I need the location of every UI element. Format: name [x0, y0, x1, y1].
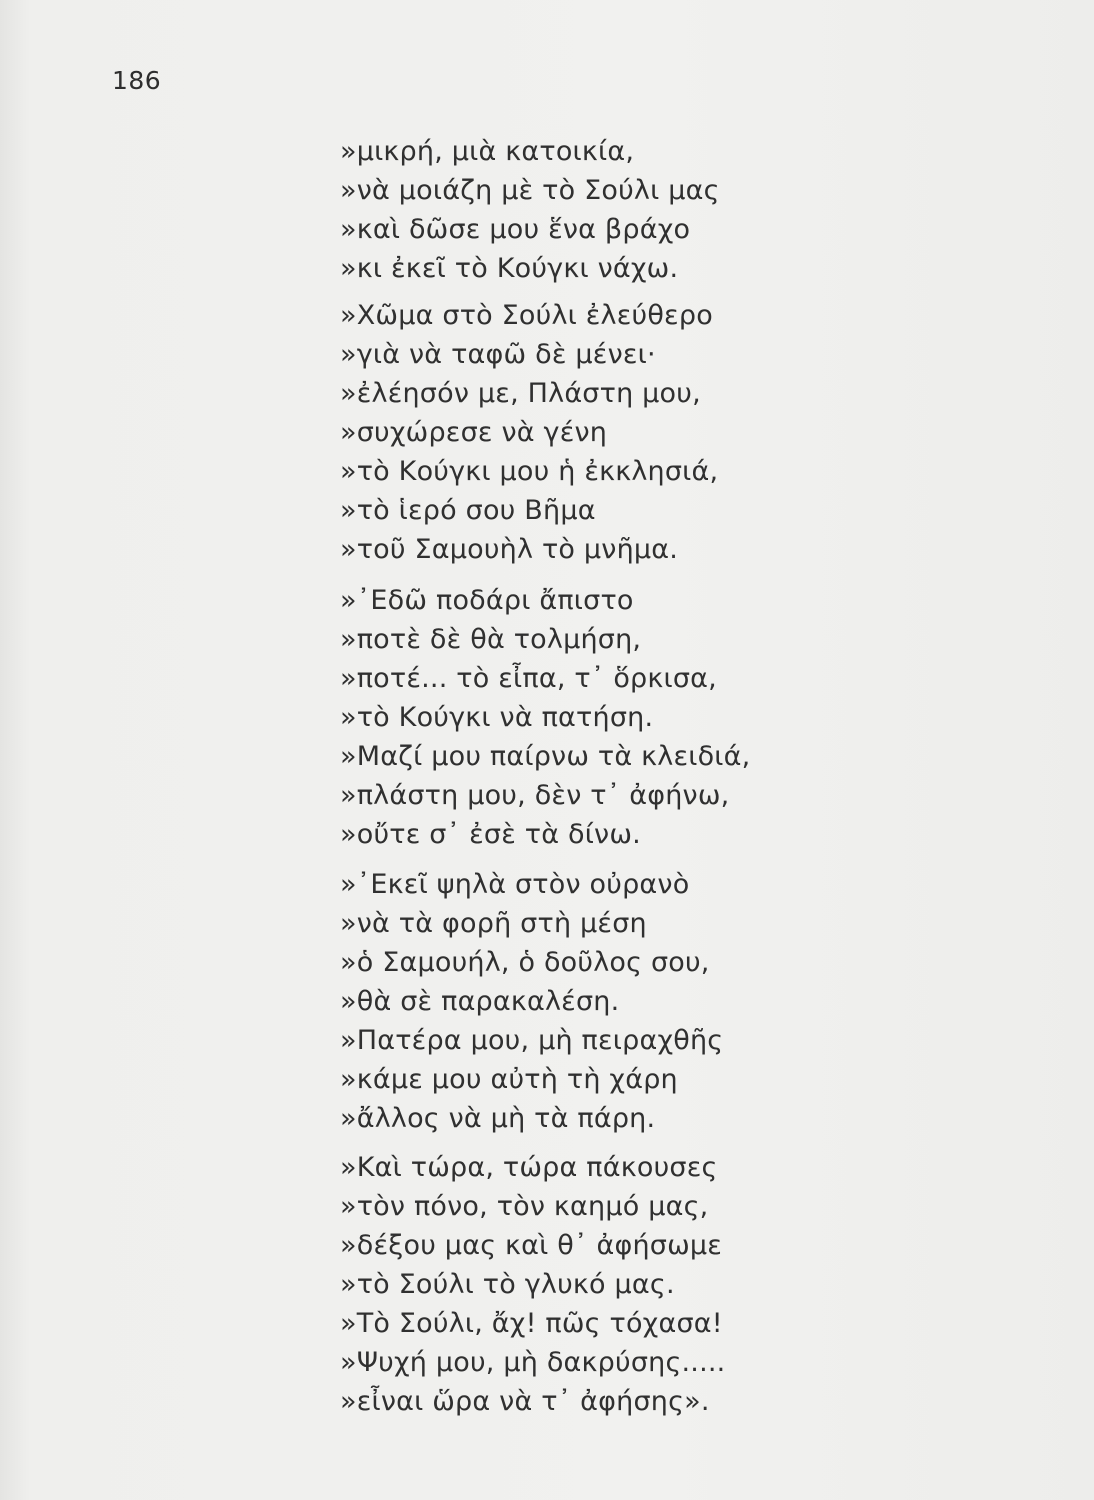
verse-line: »εἶναι ὥρα νὰ τ᾽ ἀφήσης». [340, 1386, 710, 1417]
verse-line: »Ψυχή μου, μὴ δακρύσης..... [340, 1347, 726, 1378]
stanza [340, 865, 723, 1138]
verse-line: »νὰ μοιάζη μὲ τὸ Σούλι μας [340, 175, 720, 206]
page-number: 186 [112, 66, 162, 95]
stanza [340, 296, 718, 569]
verse-line: »θὰ σὲ παρακαλέση. [340, 986, 620, 1017]
verse-line: »καὶ δῶσε μου ἕνα βράχο [340, 214, 691, 245]
verse-line: »τὸν πόνο, τὸν καημό μας, [340, 1191, 709, 1222]
verse-line: »κι ἐκεῖ τὸ Κούγκι νάχω. [340, 253, 679, 284]
verse-line: »Χῶμα στὸ Σούλι ἐλεύθερο [340, 300, 713, 331]
verse-line: »πλάστη μου, δὲν τ᾽ ἀφήνω, [340, 780, 730, 811]
verse-line: »νὰ τὰ φορῆ στὴ μέση [340, 908, 647, 939]
verse-line: »ἐλέησόν με, Πλάστη μου, [340, 378, 701, 409]
verse-line: »οὔτε σ᾽ ἐσὲ τὰ δίνω. [340, 819, 641, 850]
verse-line: »τὸ Κούγκι νὰ πατήση. [340, 702, 654, 733]
verse-line: »συχώρεσε νὰ γένη [340, 417, 608, 448]
verse-line: »ἄλλος νὰ μὴ τὰ πάρη. [340, 1103, 656, 1134]
verse-line: »τὸ Κούγκι μου ἡ ἐκκλησιά, [340, 456, 719, 487]
verse-line: »ὁ Σαμουήλ, ὁ δοῦλος σου, [340, 947, 710, 978]
verse-line: »τοῦ Σαμουὴλ τὸ μνῆμα. [340, 534, 679, 565]
verse-line: »μικρή, μιὰ κατοικία, [340, 136, 635, 167]
verse-line: »Καὶ τώρα, τώρα πάκουσες [340, 1152, 718, 1183]
verse-line: »ποτὲ δὲ θὰ τολμήση, [340, 624, 642, 655]
verse-line: »τὸ Σούλι τὸ γλυκό μας. [340, 1269, 675, 1300]
verse-line: »Πατέρα μου, μὴ πειραχθῆς [340, 1025, 724, 1056]
verse-line: »τὸ ἱερό σου Βῆμα [340, 495, 596, 526]
stanza [340, 1148, 725, 1421]
verse-line: »Τὸ Σούλι, ἄχ! πῶς τόχασα! [340, 1308, 723, 1339]
verse-line: »᾽Εδῶ ποδάρι ἄπιστο [340, 585, 634, 616]
verse-line: »ποτέ... τὸ εἶπα, τ᾽ ὅρκισα, [340, 663, 717, 694]
stanza [340, 132, 720, 288]
stanza [340, 581, 750, 854]
verse-line: »᾽Εκεῖ ψηλὰ στὸν οὐρανὸ [340, 869, 690, 900]
verse-line: »Μαζί μου παίρνω τὰ κλειδιά, [340, 741, 751, 772]
verse-line: »γιὰ νὰ ταφῶ δὲ μένει· [340, 339, 656, 370]
verse-line: »κάμε μου αὐτὴ τὴ χάρη [340, 1064, 678, 1095]
verse-line: »δέξου μας καὶ θ᾽ ἀφήσωμε [340, 1230, 723, 1261]
